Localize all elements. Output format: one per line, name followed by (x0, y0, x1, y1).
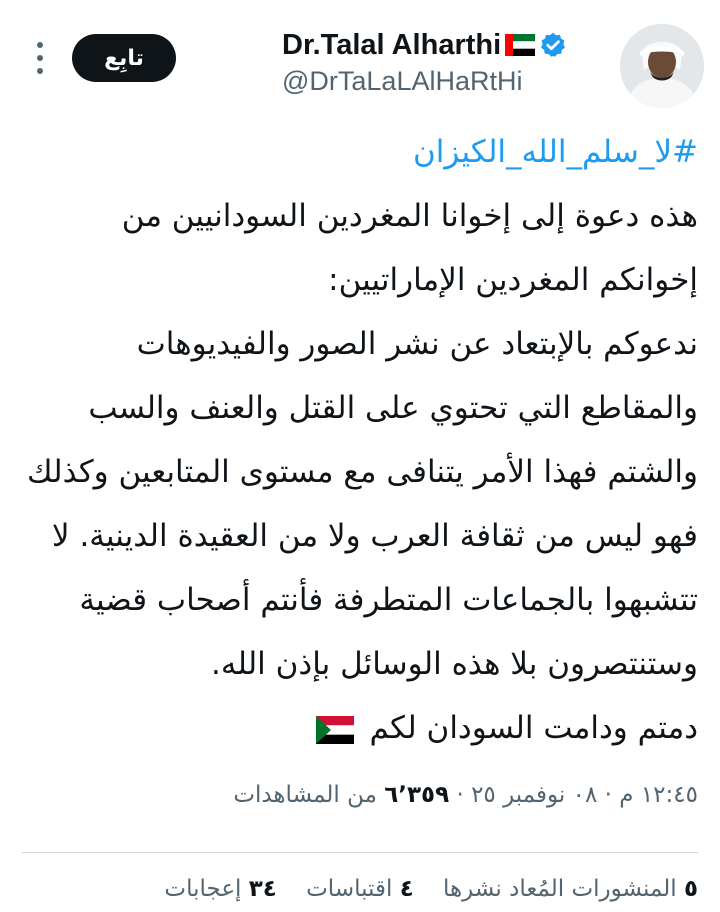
tweet-text (18, 120, 698, 760)
hashtag-link[interactable]: #لا_سلم_الله_الكيزان (413, 134, 698, 170)
quotes-stat[interactable] (299, 876, 414, 902)
tweet-line: تتشبهوا بالجماعات المتطرفة فأنتم أصحاب قضية (79, 582, 698, 618)
sudan-flag-icon (316, 716, 354, 744)
author-handle[interactable]: @DrTaLaLAlHaRtHi (282, 66, 523, 96)
more-icon[interactable] (30, 42, 50, 74)
verified-badge-icon (539, 31, 567, 59)
tweet-line: هذه دعوة إلى إخوانا المغردين السودانيين من (121, 198, 698, 234)
divider (22, 852, 698, 853)
tweet-line: إخوانكم المغردين الإماراتيين: (328, 262, 698, 298)
reposts-stat[interactable] (436, 876, 698, 902)
display-name[interactable]: Dr.Talal Alharthi (282, 28, 502, 61)
tweet-closing-line (18, 696, 698, 760)
tweet-line: والمقاطع التي تحتوي على القتل والعنف والسب (88, 390, 698, 426)
likes-label: إعجابات (164, 876, 242, 902)
reposts-count: ٥ (683, 876, 698, 902)
meta-separator: · (456, 782, 464, 808)
tweet-date[interactable]: ٠٨ نوفمبر ٢٥ (471, 782, 598, 808)
tweet-line: فهو ليس من ثقافة العرب ولا من العقيدة الدينية. لا (51, 518, 698, 554)
follow-button[interactable]: تابِع (72, 34, 176, 82)
tweet-header (0, 22, 720, 112)
avatar[interactable] (620, 24, 704, 108)
reposts-label: المنشورات المُعاد نشرها (443, 876, 677, 902)
engagement-stats (18, 876, 698, 902)
uae-flag-icon (505, 34, 535, 56)
tweet-time[interactable]: ١٢:٤٥ م (619, 782, 698, 808)
meta-separator: · (604, 782, 612, 808)
tweet-line: وستنتصرون بلا هذه الوسائل بإذن الله. (210, 646, 698, 682)
views-label: من المشاهدات (233, 782, 377, 808)
name-row (282, 26, 602, 64)
closing-text: دمتم ودامت السودان لكم (369, 710, 698, 746)
likes-stat[interactable] (164, 876, 276, 902)
author-names (282, 26, 602, 97)
tweet-line: والشتم فهذا الأمر يتنافى مع مستوى المتابعين وكذلك (27, 454, 698, 490)
tweet-meta (18, 782, 698, 808)
quotes-label: اقتباسات (306, 876, 393, 902)
likes-count: ٣٤ (248, 876, 277, 902)
quotes-count: ٤ (399, 876, 414, 902)
views-count: ٦٬٣٥٩ (384, 782, 450, 808)
tweet-line: ندعوكم بالإبتعاد عن نشر الصور والفيديوهات (136, 326, 698, 362)
avatar-image (620, 24, 704, 108)
